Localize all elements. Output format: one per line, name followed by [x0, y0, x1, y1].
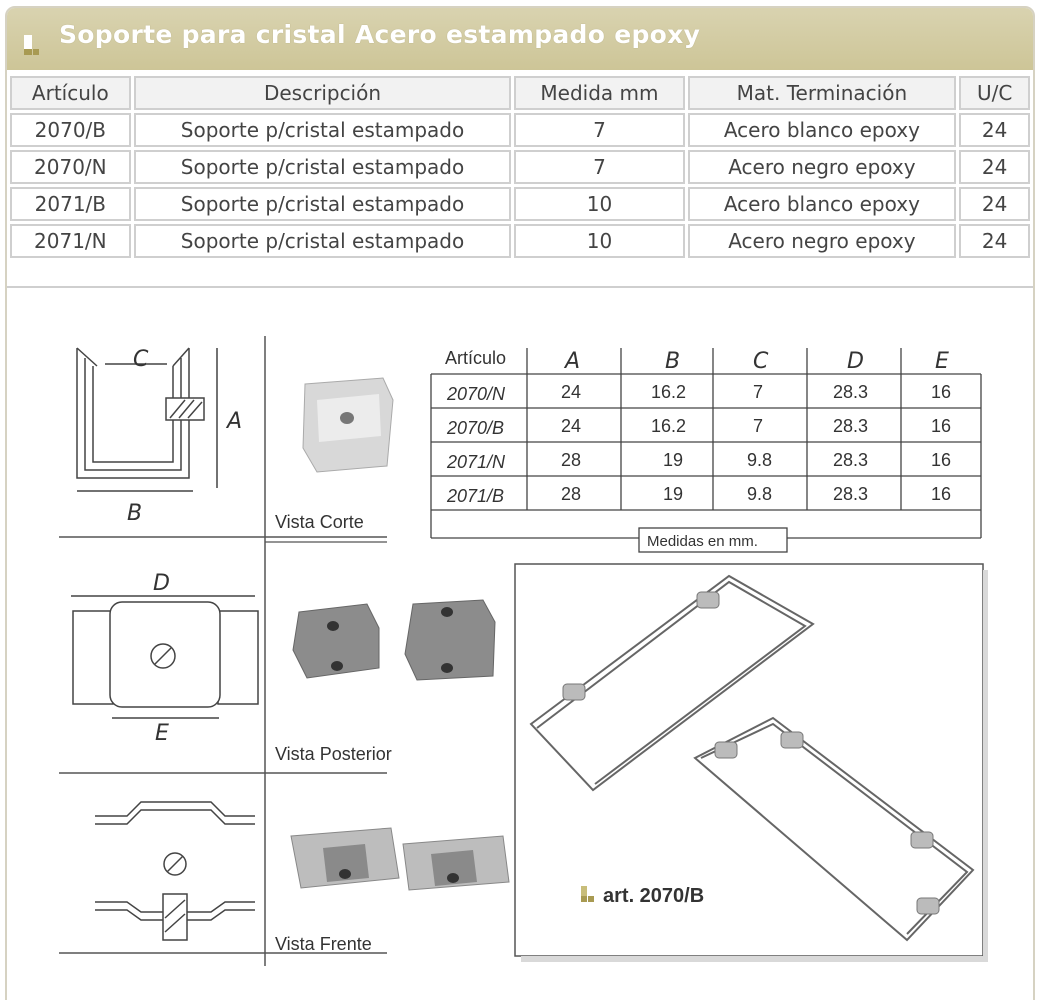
- dim-cell: 28: [561, 450, 582, 470]
- table-cell: 2070/B: [10, 113, 131, 147]
- dim-cell: 19: [663, 450, 684, 470]
- table-cell: 2071/B: [10, 187, 131, 221]
- table-cell: 2071/N: [10, 224, 131, 258]
- dim-cell: 9.8: [747, 484, 773, 504]
- table-cell: 24: [959, 224, 1030, 258]
- dim-cell: 28.3: [833, 416, 869, 436]
- dim-header: D: [847, 349, 864, 374]
- dim-cell: 19: [663, 484, 684, 504]
- table-header-row: [10, 76, 1030, 110]
- mini-bracket-icon: [911, 832, 933, 848]
- table-cell: Soporte p/cristal estampado: [134, 224, 512, 258]
- label-e: E: [155, 721, 169, 746]
- table-cell: 24: [959, 113, 1030, 147]
- dim-header: Artículo: [445, 348, 507, 368]
- bullet-logo-icon: [24, 35, 44, 55]
- back-view-drawing: [71, 596, 258, 718]
- front-view-drawing: [95, 802, 255, 940]
- dim-cell: 16.2: [651, 416, 687, 436]
- label-d: D: [153, 571, 170, 596]
- caption-vista-frente: Vista Frente: [275, 934, 372, 954]
- mini-bracket-icon: [715, 742, 737, 758]
- table-cell: 7: [514, 150, 684, 184]
- table-row: [10, 113, 1030, 147]
- product-label: art. 2070/B: [603, 885, 705, 907]
- dim-table-note: Medidas en mm.: [647, 533, 758, 550]
- caption-vista-posterior: Vista Posterior: [275, 744, 392, 764]
- table-cell: Soporte p/cristal estampado: [134, 113, 512, 147]
- dim-cell: 28.3: [833, 382, 869, 402]
- column-header: Medida mm: [514, 76, 684, 110]
- table-cell: 10: [514, 224, 684, 258]
- dim-header: E: [935, 349, 949, 374]
- label-c: C: [133, 347, 149, 372]
- bracket-photo-frente-2: [403, 836, 509, 890]
- spec-table: [7, 73, 1033, 261]
- table-row: [10, 187, 1030, 221]
- table-cell: 2070/N: [10, 150, 131, 184]
- dim-cell: 7: [753, 416, 764, 436]
- column-header: U/C: [959, 76, 1030, 110]
- table-cell: 10: [514, 187, 684, 221]
- product-photo: [515, 564, 988, 962]
- dim-cell: 24: [561, 416, 582, 436]
- dim-cell: 2071/B: [447, 486, 505, 506]
- dim-cell: 16: [931, 416, 952, 436]
- dim-cell: 2070/B: [447, 418, 505, 438]
- caption-vista-corte: Vista Corte: [275, 512, 364, 532]
- mini-bracket-icon: [781, 732, 803, 748]
- table-cell: Soporte p/cristal estampado: [134, 150, 512, 184]
- dim-cell: 16: [931, 382, 952, 402]
- table-cell: Acero blanco epoxy: [688, 187, 957, 221]
- dimension-table: [431, 348, 981, 552]
- dim-header: B: [665, 349, 681, 374]
- dim-cell: 7: [753, 382, 764, 402]
- label-b: B: [127, 501, 143, 526]
- bracket-photo-posterior-1: [293, 604, 379, 678]
- technical-drawing: [7, 286, 1033, 1000]
- table-cell: Acero negro epoxy: [688, 150, 957, 184]
- table-cell: Soporte p/cristal estampado: [134, 187, 512, 221]
- column-header: Artículo: [10, 76, 131, 110]
- drawing-canvas: [7, 288, 1033, 1000]
- bracket-photo-posterior-2: [405, 600, 495, 680]
- column-header: Descripción: [134, 76, 512, 110]
- label-a: A: [227, 409, 243, 434]
- bracket-photo-frente-1: [291, 828, 399, 888]
- dim-cell: 24: [561, 382, 582, 402]
- dim-header: C: [753, 349, 769, 374]
- mini-bracket-icon: [917, 898, 939, 914]
- dim-cell: 28.3: [833, 484, 869, 504]
- mini-bracket-icon: [697, 592, 719, 608]
- table-cell: Acero negro epoxy: [688, 224, 957, 258]
- dim-cell: 16: [931, 450, 952, 470]
- dim-cell: 28.3: [833, 450, 869, 470]
- table-cell: 7: [514, 113, 684, 147]
- dim-cell: 2070/N: [447, 384, 506, 404]
- title-bar: [7, 8, 1033, 70]
- product-panel: [5, 6, 1035, 1000]
- dim-cell: 28: [561, 484, 582, 504]
- bracket-photo-corte: [303, 378, 393, 472]
- dim-cell: 16.2: [651, 382, 687, 402]
- dim-cell: 9.8: [747, 450, 773, 470]
- dim-cell: 2071/N: [447, 452, 506, 472]
- table-cell: 24: [959, 150, 1030, 184]
- table-row: [10, 224, 1030, 258]
- table-row: [10, 150, 1030, 184]
- dim-cell: 16: [931, 484, 952, 504]
- table-cell: 24: [959, 187, 1030, 221]
- dim-header: A: [565, 349, 581, 374]
- mini-bracket-icon: [563, 684, 585, 700]
- column-header: Mat. Terminación: [688, 76, 957, 110]
- page-title: Soporte para cristal Acero estampado epoxy: [59, 20, 701, 49]
- table-cell: Acero blanco epoxy: [688, 113, 957, 147]
